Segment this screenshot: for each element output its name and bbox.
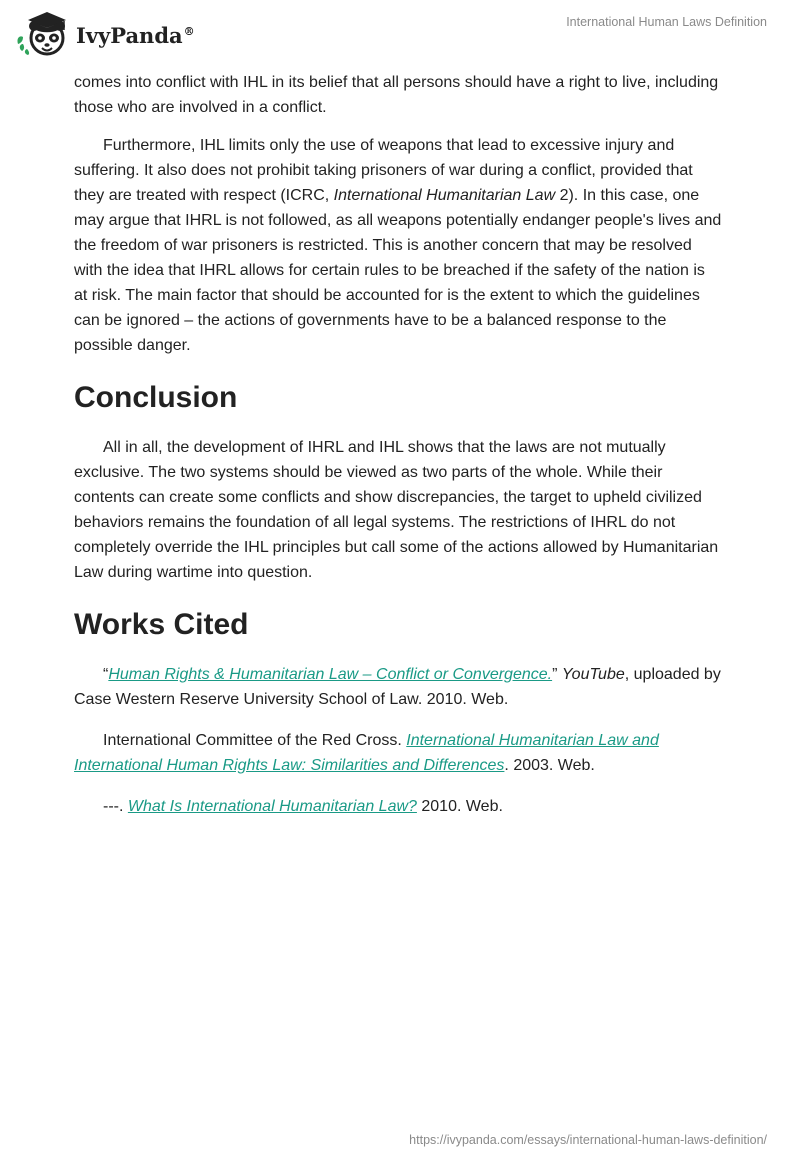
essay-body xyxy=(74,70,722,835)
paragraph-continuation: comes into conflict with IHL in its belief that all persons should have a right to live, including those who are involved in a conflict. xyxy=(74,74,719,116)
citation-item: International Committee of the Red Cross. International Humanitarian Law and International Human Rights Law: Similarities and Differences. 2003. Web. xyxy=(74,732,659,774)
citation-item: ---. What Is International Humanitarian Law? 2010. Web. xyxy=(103,798,503,815)
works-cited-heading: Works Cited xyxy=(74,608,249,641)
citation-item: “Human Rights & Humanitarian Law – Conflict or Convergence.” YouTube, uploaded by Case Western Reserve University School of Law. 2010. Web. xyxy=(74,666,721,708)
conclusion-heading: Conclusion xyxy=(74,381,238,414)
logo-wordmark: IvyPanda® xyxy=(76,22,195,48)
conclusion-paragraph: All in all, the development of IHRL and IHL shows that the laws are not mutually exclusive. The two systems should be viewed as two parts of the whole. While their contents can create some conflicts and show discrepancies, the target to upheld civilized behaviors remains the foundation of all legal systems. The restrictions of IHRL do not completely override the IHL principles but call some of the actions allowed by Humanitarian Law during wartime into question. xyxy=(74,439,719,581)
citation-link[interactable]: Human Rights & Humanitarian Law – Conflict or Convergence. xyxy=(108,666,553,683)
paragraph-weapons: Furthermore, IHL limits only the use of weapons that lead to excessive injury and suffering. It also does not prohibit taking prisoners of war during a conflict, provided that they are treated with respect (ICRC, International Humanitarian Law 2). In this case, one may argue that IHRL is not followed, as all weapons potentially endanger people's lives and the freedom of war prisoners is restricted. This is another concern that may be resolved with the idea that IHRL allows for certain rules to be breached if the safety of the nation is at risk. The main factor that should be accounted for is the extent to which the guidelines can be ignored – the actions of governments have to be a balanced response to the possible danger. xyxy=(74,137,722,354)
citation-link[interactable]: International Humanitarian Law and International Human Rights Law: Similarities and Differences xyxy=(74,732,659,774)
panda-graduate-icon xyxy=(14,10,72,58)
page-header xyxy=(0,0,800,70)
source-url[interactable]: https://ivypanda.com/essays/international-human-laws-definition/ xyxy=(409,1133,767,1147)
citation-link[interactable]: What Is International Humanitarian Law? xyxy=(127,798,417,815)
ivypanda-logo[interactable] xyxy=(14,10,195,58)
document-title: International Human Laws Definition xyxy=(566,15,767,29)
